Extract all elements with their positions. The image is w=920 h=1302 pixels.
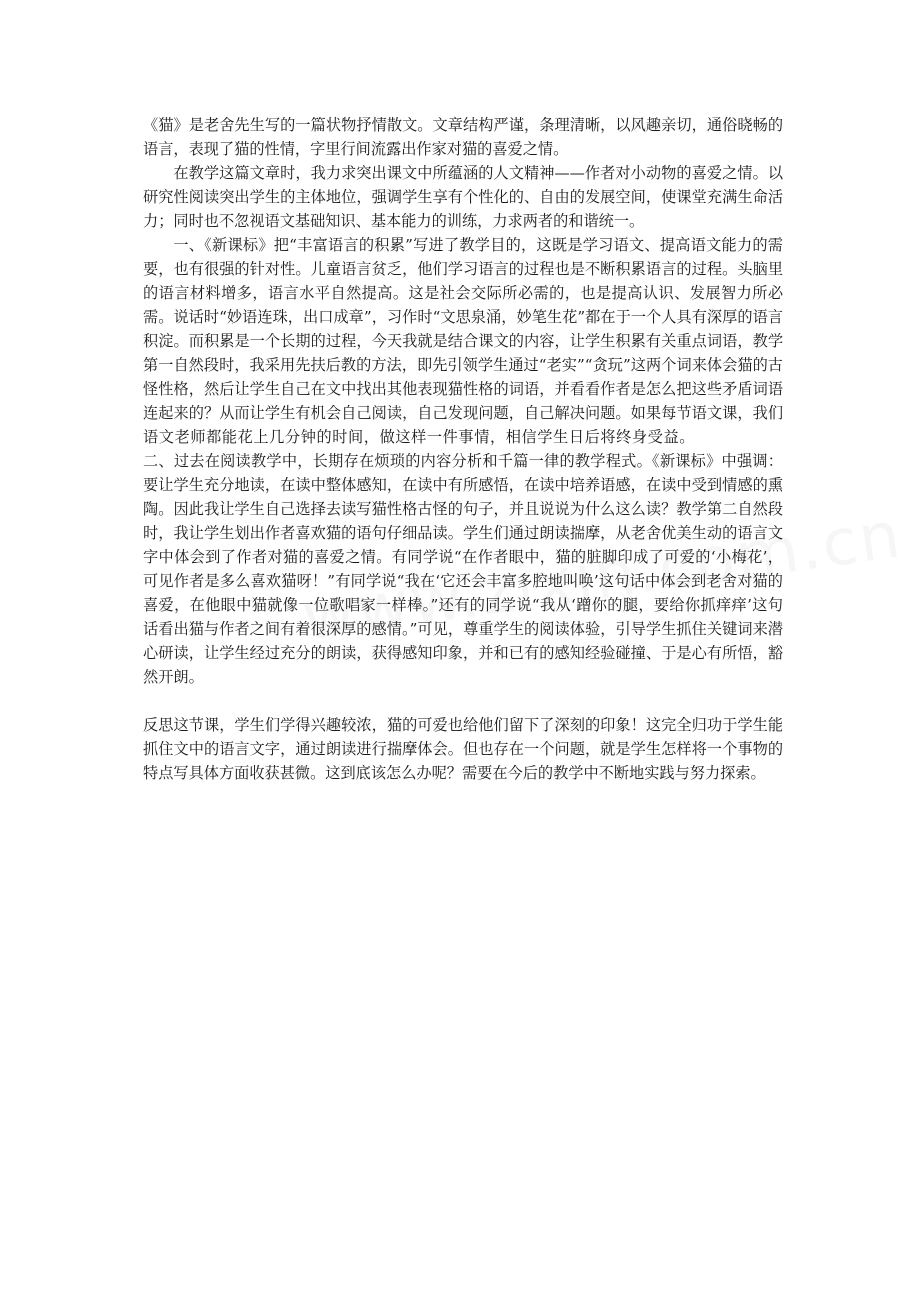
intro-paragraph: 《猫》是老舍先生写的一篇状物抒情散文。文章结构严谨，条理清晰，以风趣亲切，通俗晓畅的语言，表现了猫的性情，字里行间流露出作家对猫的喜爱之情。 [143, 116, 783, 158]
document-page [143, 113, 783, 785]
reflection-paragraph: 反思这节课，学生们学得兴趣较浓，猫的可爱也给他们留下了深刻的印象！这完全归功于学生能抓住文中的语言文字，通过朗读进行揣摩体会。但也存在一个问题，就是学生怎样将一个事物的特点写具体方面收获甚微。这到底该怎么办呢？需要在今后的教学中不断地实践与努力探索。 [143, 716, 783, 782]
point-two-text: 二、过去在阅读教学中，长期存在烦琐的内容分析和千篇一律的教学程式。《新课标》中强调：要让学生充分地读，在读中整体感知，在读中有所感悟，在读中培养语感，在读中受到情感的熏陶。因此我让学生自己选择去读写猫性格古怪的句子，并且说说为什么这么读？教学第二自然段时，我让学生划出作者喜欢猫的语句仔细品读。学生们通过朗读揣摩，从老舍优美生动的语言文字中体会到了作者对猫的喜爱之情。有同学说“在作者眼中，猫的脏脚印成了可爱的‘小梅花’，可见作者是多么喜欢猫呀！”有同学说“我在‘它还会丰富多腔地叫唤’这句话中体会到老舍对猫的喜爱，在他眼中猫就像一位歌唱家一样棒。”还有的同学说“我从‘蹭你的腿，要给你抓痒痒’这句话看出猫与作者之间有着很深厚的感情。”可见，尊重学生的阅读体验，引导学生抓住关键词来潜心研读，让学生经过充分的朗读，获得感知印象，并和已有的感知经验碰撞、于是心有所悟，豁然开朗。 [143, 452, 783, 686]
point-one-text: 一、《新课标》把“丰富语言的积累”写进了教学目的，这既是学习语文、提高语文能力的需要，也有很强的针对性。儿童语言贫乏，他们学习语言的过程也是不断积累语言的过程。头脑里的语言材料增多，语言水平自然提高。这是社会交际所必需的，也是提高认识、发展智力所必需。说话时“妙语连珠，出口成章”，习作时“文思泉涌，妙笔生花”都在于一个人具有深厚的语言积淀。而积累是一个长期的过程，今天我就是结合课文的内容，让学生积累有关重点词语，教学第一自然段时，我采用先扶后教的方法，即先引领学生通过“老实”“贪玩”这两个词来体会猫的古怪性格，然后让学生自己在文中找出其他表现猫性格的词语，并看看作者是怎么把这些矛盾词语连起来的？从而让学生有机会自己阅读，自己发现问题，自己解决问题。如果每节语文课，我们语文老师都能花上几分钟的时间，做这样一件事情，相信学生日后将终身受益。 [143, 236, 783, 446]
point-one-paragraph [143, 233, 783, 689]
teaching-focus-paragraph: 在教学这篇文章时，我力求突出课文中所蕴涵的人文精神——作者对小动物的喜爱之情。以研究性阅读突出学生的主体地位，强调学生享有个性化的、自由的发展空间，使课堂充满生命活力；同时也不忽视语文基础知识、基本能力的训练，力求两者的和谐统一。 [143, 164, 783, 230]
